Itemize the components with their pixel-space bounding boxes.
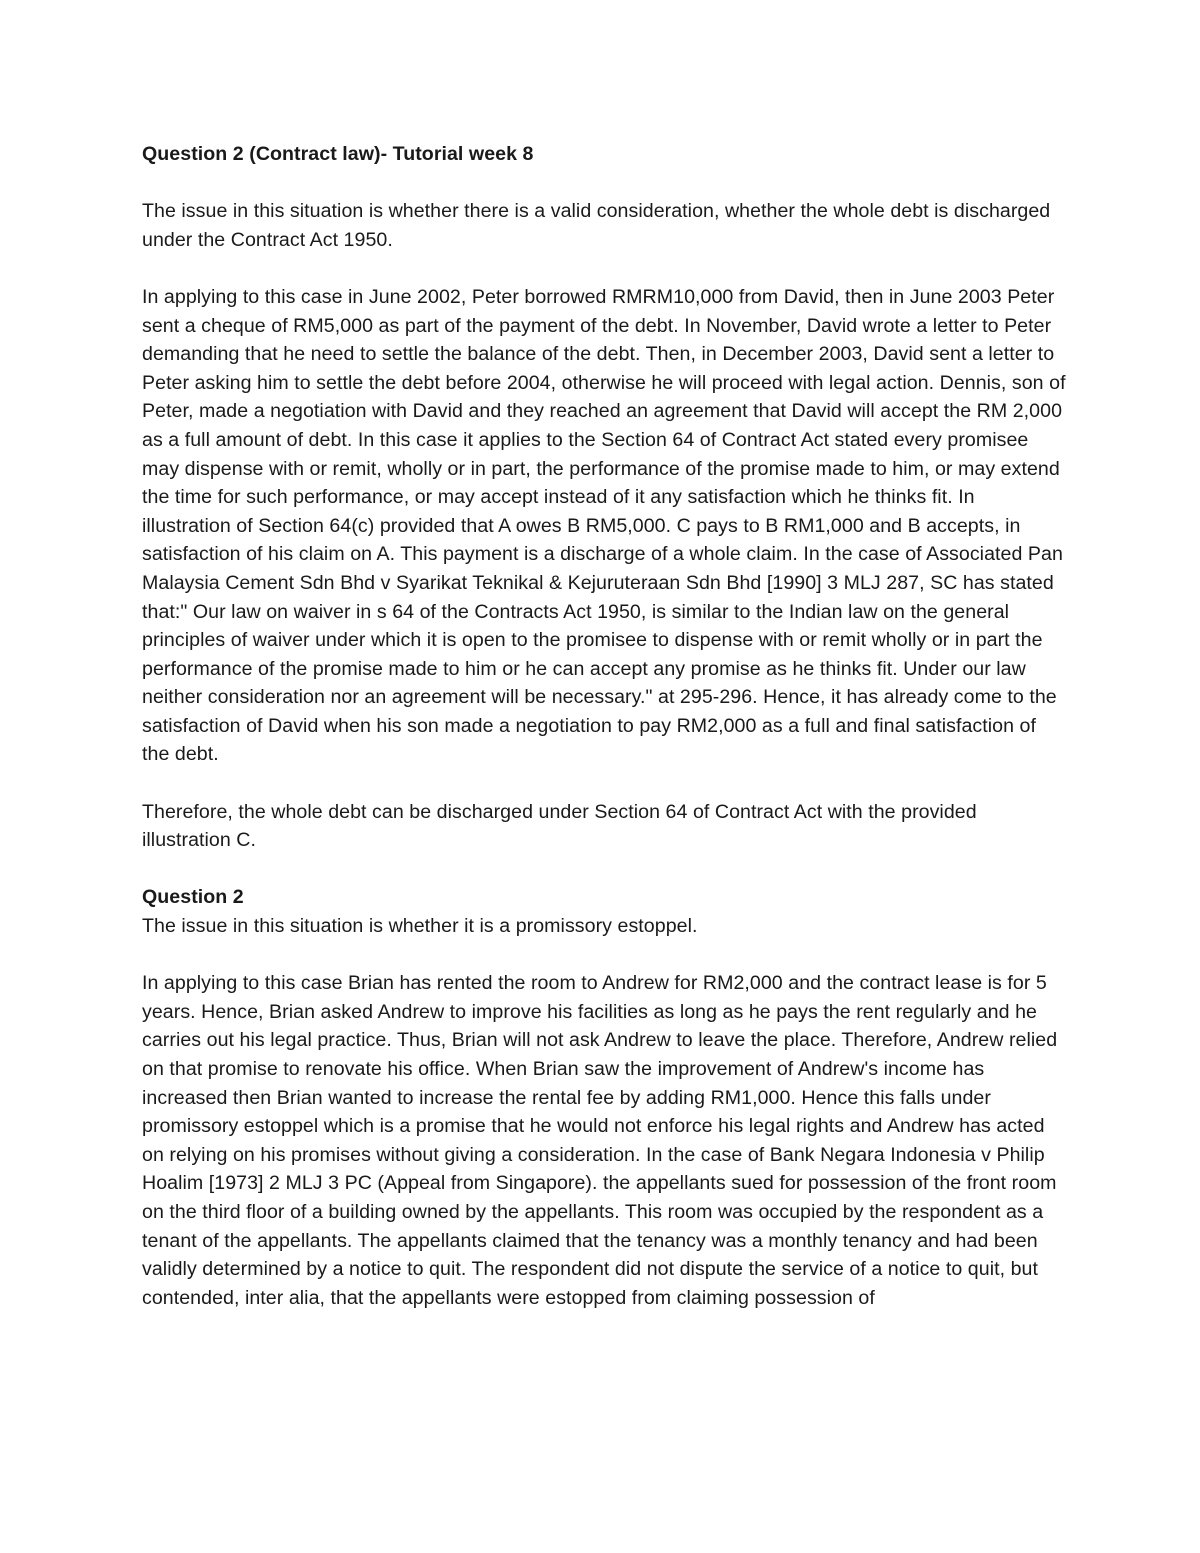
section2-application-paragraph: In applying to this case Brian has rented the room to Andrew for RM2,000 and the contract lease is for 5 years. Hence, Brian asked Andrew to improve his facilities as long as he pays the rent regularly and he carries out his legal practice. Thus, Brian will not ask Andrew to leave the place. Therefore, Andrew relied on that promise to renovate his office. When Brian saw the improvement of Andrew's income has increased then Brian wanted to increase the rental fee by adding RM1,000. Hence this falls under promissory estoppel which is a promise that he would not enforce his legal rights and Andrew has acted on relying on his promises without giving a consideration. In the case of Bank Negara Indonesia v Philip Hoalim [1973] 2 MLJ 3 PC (Appeal from Singapore). the appellants sued for possession of the front room on the third floor of a building owned by the appellants. This room was occupied by the respondent as a tenant of the appellants. The appellants claimed that the tenancy was a monthly tenancy and had been validly determined by a notice to quit. The respondent did not dispute the service of a notice to quit, but contended, inter alia, that the appellants were estopped from claiming possession of <box>142 972 1058 1309</box>
spacer <box>142 254 1067 283</box>
section1-title: Question 2 (Contract law)- Tutorial week 8 <box>142 143 534 165</box>
section1-conclusion-paragraph: Therefore, the whole debt can be discharged under Section 64 of Contract Act with the provided illustration C. <box>142 800 977 852</box>
spacer <box>142 769 1067 798</box>
spacer <box>142 941 1067 970</box>
section2-issue-paragraph: The issue in this situation is whether it is a promissory estoppel. <box>142 915 698 938</box>
document-body <box>142 140 1067 1312</box>
section2-title: Question 2 <box>142 886 244 909</box>
section1-issue-paragraph: The issue in this situation is whether there is a valid consideration, whether the whole debt is discharged under the Contract Act 1950. <box>142 200 1051 251</box>
spacer <box>142 169 1067 198</box>
section1-application-paragraph: In applying to this case in June 2002, Peter borrowed RMRM10,000 from David, then in June 2003 Peter sent a cheque of RM5,000 as part of the payment of the debt. In November, David wrote a letter to Peter demanding that he need to settle the balance of the debt. Then, in December 2003, David sent a letter to Peter asking him to settle the debt before 2004, otherwise he will proceed with legal action. Dennis, son of Peter, made a negotiation with David and they reached an agreement that David will accept the RM 2,000 as a full amount of debt. In this case it applies to the Section 64 of Contract Act stated every promisee may dispense with or remit, wholly or in part, the performance of the promise made to him, or may extend the time for such performance, or may accept instead of it any satisfaction which he thinks fit. In illustration of Section 64(c) provided that A owes B RM5,000. C pays to B RM1,000 and B accepts, in satisfaction of his claim on A. This payment is a discharge of a whole claim. In the case of Associated Pan Malaysia Cement Sdn Bhd v Syarikat Teknikal & Kejuruteraan Sdn Bhd [1990] 3 MLJ 287, SC has stated that:" Our law on waiver in s 64 of the Contracts Act 1950, is similar to the Indian law on the general principles of waiver under which it is open to the promisee to dispense with or remit wholly or in part the performance of the promise made to him or he can accept any promise as he thinks fit. Under our law neither consideration nor an agreement will be necessary." at 295-296. Hence, it has already come to the satisfaction of David when his son made a negotiation to pay RM2,000 as a full and final satisfaction of the debt. <box>142 285 1066 766</box>
spacer <box>142 855 1067 884</box>
